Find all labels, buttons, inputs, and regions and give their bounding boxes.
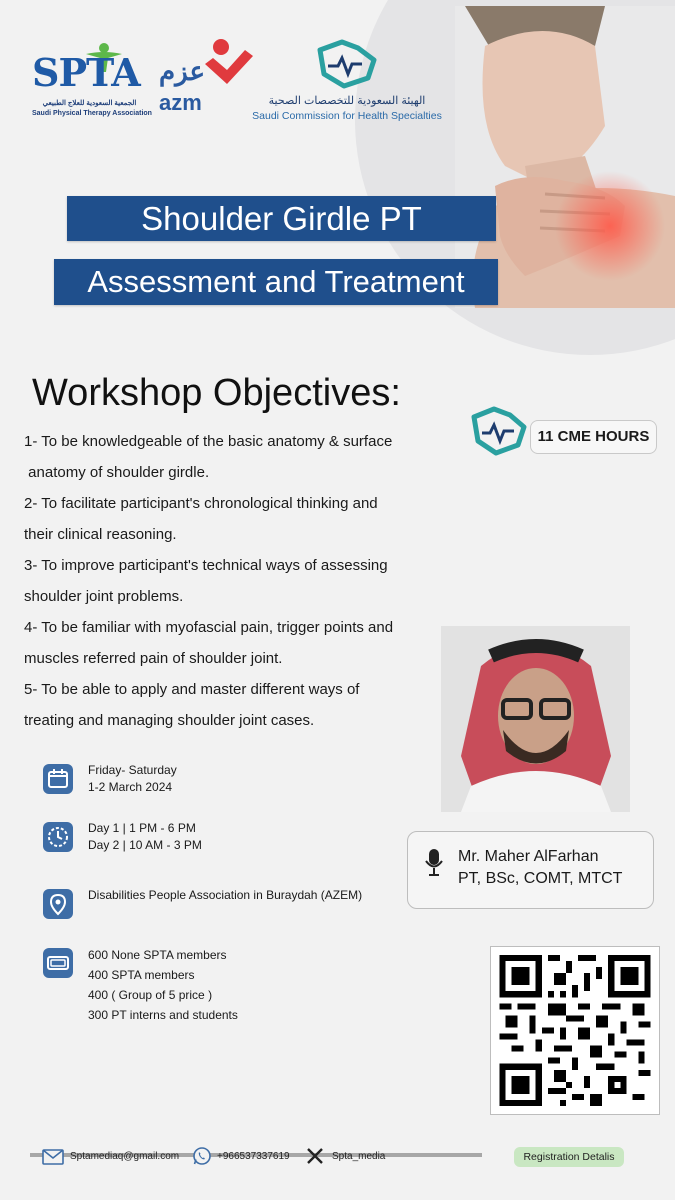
location-text: Disabilities People Association in Buraydah (AZEM): [88, 888, 363, 902]
spta-subtitle-ar: الجمعية السعودية للعلاج الطبيعي: [42, 100, 137, 107]
speaker-photo: [441, 626, 630, 812]
footer-x-handle[interactable]: Spta_media: [332, 1151, 386, 1162]
day1-time: Day 1 | 1 PM - 6 PM: [88, 821, 196, 835]
calendar-icon: [43, 764, 73, 794]
day2-time: Day 2 | 10 AM - 3 PM: [88, 838, 202, 852]
footer-email[interactable]: Sptamediaq@gmail.com: [70, 1151, 180, 1162]
event-dates: 1-2 March 2024: [88, 780, 173, 794]
price-line-3: 400 ( Group of 5 price ): [88, 988, 213, 1002]
clock-icon: [43, 822, 73, 852]
azm-heart-icon: [199, 38, 255, 90]
price-line-2: 400 SPTA members: [88, 968, 195, 982]
scfhs-english: Saudi Commission for Health Specialties: [252, 110, 442, 122]
azm-arabic: عزم: [159, 56, 205, 86]
objective-item: 3- To improve participant's technical ways of assessing shoulder joint problems.: [24, 557, 388, 605]
email-icon: [42, 1149, 64, 1165]
location-pin-icon: [43, 889, 73, 919]
scfhs-logo: [248, 38, 446, 128]
objective-item: 4- To be familiar with myofascial pain, trigger points and muscles referred pain of shoulder joint.: [24, 619, 394, 667]
objective-item: 1- To be knowledgeable of the basic anatomy & surface anatomy of shoulder girdle.: [24, 433, 393, 481]
spta-subtitle-en: Saudi Physical Therapy Association: [32, 110, 152, 117]
money-icon: [43, 948, 73, 978]
spta-wordmark: SPTA: [32, 50, 140, 95]
speaker-name: Mr. Maher AlFarhan: [458, 848, 599, 865]
footer-phone[interactable]: +966537337619: [217, 1151, 290, 1162]
scfhs-map-icon: [314, 38, 380, 90]
speaker-credentials: PT, BSc, COMT, MTCT: [458, 870, 623, 887]
cme-hours-badge: 11 CME HOURS: [530, 420, 657, 454]
azm-latin: azm: [159, 90, 202, 115]
spta-logo: [32, 42, 152, 122]
qr-code[interactable]: [499, 955, 651, 1106]
scfhs-map-icon: [468, 405, 530, 457]
price-line-4: 300 PT interns and students: [88, 1008, 238, 1022]
registration-details-button[interactable]: Registration Detalis: [514, 1147, 624, 1167]
scfhs-arabic: الهيئة السعودية للتخصصات الصحية: [268, 95, 426, 107]
price-line-1: 600 None SPTA members: [88, 948, 227, 962]
objectives-list: [24, 426, 454, 736]
event-days: Friday- Saturday: [88, 763, 177, 777]
whatsapp-icon: [192, 1146, 212, 1166]
title-banner-line2: Assessment and Treatment: [54, 259, 498, 305]
azm-logo: [157, 38, 257, 123]
speaker-card: [407, 831, 654, 909]
title-banner-line1: Shoulder Girdle PT: [67, 196, 496, 241]
objective-item: 2- To facilitate participant's chronological thinking and their clinical reasoning.: [24, 495, 378, 543]
objectives-heading: Workshop Objectives:: [32, 372, 401, 414]
registration-qr-frame: [490, 946, 660, 1115]
microphone-icon: [424, 848, 444, 878]
objective-item: 5- To be able to apply and master different ways of treating and managing shoulder joint cases.: [24, 681, 360, 729]
x-logo-icon: [306, 1147, 324, 1165]
